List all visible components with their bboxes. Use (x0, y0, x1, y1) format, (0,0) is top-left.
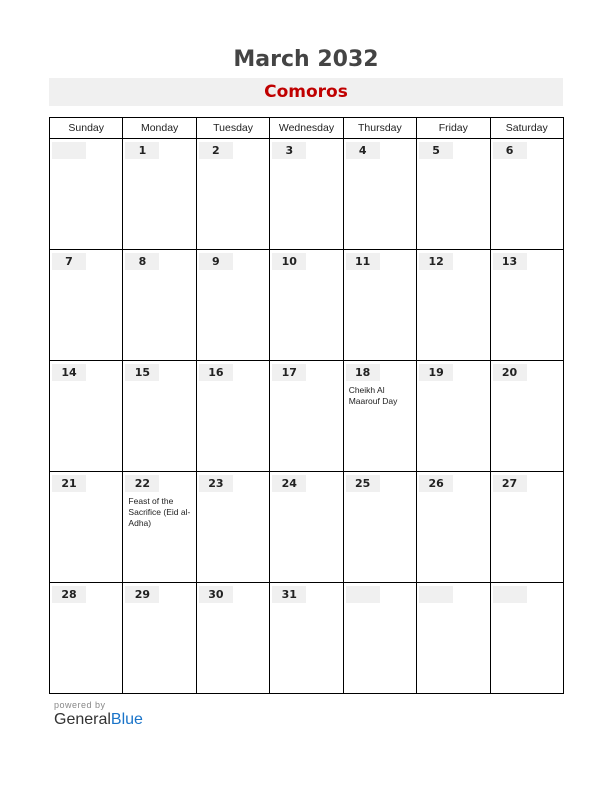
calendar-grid (49, 117, 564, 694)
day-number: 3 (272, 142, 306, 159)
day-number (52, 142, 86, 159)
day-number: 14 (52, 364, 86, 381)
day-cell (50, 583, 123, 694)
day-cell (490, 139, 563, 250)
day-cell (343, 472, 416, 583)
day-cell (196, 583, 269, 694)
day-number: 6 (493, 142, 527, 159)
day-cell (417, 139, 490, 250)
holiday-event: Cheikh Al Maarouf Day (348, 385, 398, 406)
day-cell (123, 250, 196, 361)
day-cell (417, 583, 490, 694)
day-number: 26 (419, 475, 453, 492)
day-number: 24 (272, 475, 306, 492)
day-number: 22 (125, 475, 159, 492)
holiday-event: Feast of the Sacrifice (Eid al-Adha) (128, 496, 191, 528)
day-cell (270, 361, 343, 472)
day-cell (50, 139, 123, 250)
country-name: Comoros (49, 78, 563, 106)
day-number: 19 (419, 364, 453, 381)
day-number: 9 (199, 253, 233, 270)
week-row (50, 583, 564, 694)
day-number: 30 (199, 586, 233, 603)
day-number: 11 (346, 253, 380, 270)
day-cell (196, 361, 269, 472)
weekday-tuesday: Tuesday (196, 118, 269, 139)
day-number: 15 (125, 364, 159, 381)
weekday-saturday: Saturday (490, 118, 563, 139)
day-cell (270, 472, 343, 583)
day-cell (270, 250, 343, 361)
brand-general: General (54, 711, 111, 728)
day-cell (343, 139, 416, 250)
day-number: 16 (199, 364, 233, 381)
day-number: 7 (52, 253, 86, 270)
brand-logo[interactable] (54, 711, 143, 729)
day-number: 2 (199, 142, 233, 159)
day-cell (490, 472, 563, 583)
weekday-thursday: Thursday (343, 118, 416, 139)
day-number: 23 (199, 475, 233, 492)
weekday-sunday: Sunday (50, 118, 123, 139)
day-number: 5 (419, 142, 453, 159)
day-cell (417, 472, 490, 583)
week-row (50, 250, 564, 361)
day-cell (490, 250, 563, 361)
day-cell (343, 250, 416, 361)
day-number: 12 (419, 253, 453, 270)
day-cell (123, 361, 196, 472)
footer (54, 700, 143, 729)
day-number (419, 586, 453, 603)
day-number: 10 (272, 253, 306, 270)
day-cell (123, 583, 196, 694)
day-cell (417, 361, 490, 472)
day-number (493, 586, 527, 603)
week-row (50, 139, 564, 250)
day-cell (196, 139, 269, 250)
day-number: 27 (493, 475, 527, 492)
day-cell (123, 139, 196, 250)
day-cell (50, 250, 123, 361)
day-cell (196, 472, 269, 583)
day-number: 1 (125, 142, 159, 159)
day-cell (270, 583, 343, 694)
day-number: 13 (493, 253, 527, 270)
day-cell (343, 583, 416, 694)
powered-by-text: powered by (54, 700, 106, 710)
day-cell (343, 361, 416, 472)
weekday-wednesday: Wednesday (270, 118, 343, 139)
day-number: 25 (346, 475, 380, 492)
day-number: 8 (125, 253, 159, 270)
day-cell (123, 472, 196, 583)
day-number: 31 (272, 586, 306, 603)
day-number: 29 (125, 586, 159, 603)
day-number: 4 (346, 142, 380, 159)
page-title: March 2032 (233, 47, 379, 72)
day-number: 21 (52, 475, 86, 492)
weekday-monday: Monday (123, 118, 196, 139)
day-number (346, 586, 380, 603)
day-cell (50, 472, 123, 583)
day-cell (50, 361, 123, 472)
weekday-friday: Friday (417, 118, 490, 139)
day-number: 18 (346, 364, 380, 381)
week-row (50, 472, 564, 583)
brand-blue: Blue (110, 711, 143, 728)
day-number: 28 (52, 586, 86, 603)
day-cell (417, 250, 490, 361)
day-cell (196, 250, 269, 361)
day-number: 17 (272, 364, 306, 381)
day-cell (490, 583, 563, 694)
day-cell (270, 139, 343, 250)
weekday-header-row (50, 118, 564, 139)
week-row (50, 361, 564, 472)
day-cell (490, 361, 563, 472)
day-number: 20 (493, 364, 527, 381)
